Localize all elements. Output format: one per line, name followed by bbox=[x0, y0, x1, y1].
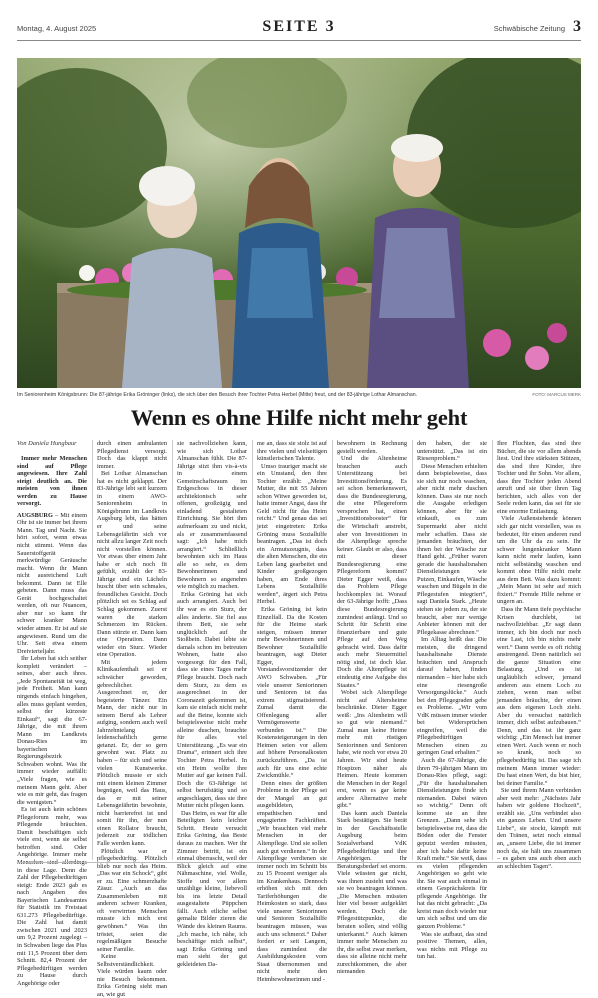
paragraph: Keine Selbstverständlichkeit. Viele würden kaum oder nie Besuch bekommen. Erika Gröning sieht man an, wie gut bbox=[97, 953, 167, 998]
article-headline: Wenn es ohne Hilfe nicht mehr geht bbox=[130, 405, 468, 430]
page-number: 3 bbox=[573, 18, 581, 35]
text-column-2 bbox=[97, 440, 167, 998]
section-title: SEITE 3 bbox=[262, 18, 336, 35]
article-photo bbox=[17, 58, 581, 388]
paragraph: me an, dass sie stolz ist auf ihre vielen und vielseitigen künstlerischen Talente. bbox=[257, 440, 327, 463]
photo-credit: FOTO: MARCUS MERK bbox=[532, 392, 581, 397]
paragraph: Diese Menschen erhielten dann beispielsweise, dass sie sich nur noch waschen, aber nicht mehr duschen können. Dass sie nur noch die Ausgabe erledigen können, aber für sie einkauft, es zum Supermarkt aber nicht mehr schaffen. Dass sie jemanden bräuchten, der ihnen bei der Wäsche zur Hand geht. „Früher waren gerade die haushaltsnahen Dienstleistungen wie Putzen, Einkaufen, Wäsche waschen und Bügeln in die Pflegestufen integriert“, sagt Daniela Stark. „Heute stehen sie jedem zu, der sie braucht, aber nur wenige Anbieter können mit der Pflegekasse abrechnen.“ bbox=[417, 462, 487, 636]
paragraph: Erika Gröning hat sich auch arrangiert. Auch bei ihr war es ein Sturz, der alles änderte. Sie fiel aus ihrem Bett, sie sehr unglücklich auf ihr Stoßbein. Dabei lebte sie damals schon im betreuten Wohnen, hatte also vorgesorgt für den Fall, dass sie eines Tages mehr Pflege braucht. Doch nach dem Sturz, zu dem es ausgerechnet in der Coronazeit gekommen ist, kam sie einfach nicht mehr auf die Beine, konnte sich beispielsweise nicht mehr alleine duschen, brauchte für alles viel Unterstützung. „Es war ein Drama“, erinnert sich ihre Tochter Petra Herbel. In ein Heim wollte ihre Mutter auf gar keinen Fall. Doch die 63-Jährige ist selbst berufstätig und so angeschlagen, dass sie ihre Mutter nicht pflegen kann. bbox=[177, 590, 247, 810]
paragraph: Wobei sich Altenpflege nicht auf Altersheime beschränke. Dieter Egger weiß: „Ins Altenheim will so gut wie niemand.“ Zumal man keine Heime mehr mit rüstigen Seniorinnen und Senioren habe, wie noch vor etwa 20 Jahren. Wir sind heute Hospizen näher als Heimen. Heute kommen die Menschen in der Regel erst, wenn es gar keine andere Alternative mehr gibt.“ bbox=[337, 689, 407, 810]
paragraph: Das Heim, es war für alle Beteiligten kein leichter Schritt. Heute versucht Erika Gröning, das Beste daraus zu machen. Wer ihr Zimmer betritt, ist ein einmal überrascht, weil der Blick gleich auf eine Nähmaschine, viel Wolle, Stoffe und vor allem unzählige kleine, liebevoll bis ins letzte Detail ausgestaltete Püppchen fällt. Auch etliche selbst gemalte Bilder zieren die Wände des kleinen Raums. „Ich mache, ich nähe, ich beschäftige mich selbst“, sagt Erika Gröning und man sieht der gut gekleideten Da- bbox=[177, 809, 247, 968]
paragraph bbox=[17, 512, 87, 655]
paragraph: Sie und ihrem Mann verbinden aber weit mehr: „Nächstes Jahr haben wir goldene Hochzeit“, erzählt sie. „Uns verbindet also ein ganzes Leben. Und unsere Liebe“, sie stockt, kämpft mit den Tränen, setzt noch einmal an, „unsere Liebe, die ist immer noch da, sie hält uns zusammen – es gaben uns auch eben auch an schlechten Tagen“. bbox=[497, 787, 581, 870]
paragraph: Im Alltag heißt das: Die meisten, die dringend haushaltsnahe Dienste bräuchten und Anspruch darauf haben, finden niemanden – hier habe sich eine riesengroße Versorgungslücke.“ Auch bei den Pflegegraden gebe es Probleme. „Wir vom VdK müssen immer wieder bei Widersprüchen eingreifen, weil die Pflegebedürftigen Menschen einen zu geringen Grad erhalten.“ bbox=[417, 636, 487, 757]
column-divider bbox=[332, 440, 333, 860]
paragraph-text: – Mit einem Ohr ist sie immer bei ihrem Mann. Tag und Nacht. Sie hört sofort, wenn etwas nicht stimmt. Wenn das Sauerstoffgerät merkwürdige Geräusche macht. Wenn ihr Mann nicht ausreichend Luft bekommt. Dann ist Elle gebeten. Dann muss das Gerät hochgeschaltet werden, oft nur Nuancen, aber nur so kann ihr schwer kranker Mann wieder atmen. Er ist auf sie angewiesen. Rund um die Uhr. Seit etwa einem Dreivierteljahr. bbox=[17, 511, 87, 655]
newspaper-name: Schwäbische Zeitung bbox=[493, 24, 565, 33]
paragraph: sie nachvollziehen kann, wie sich Lothar Almanschan fühlt. Die 87-Jährige sitzt ihm vis-à-vis in einem Gemeinschaftsraum im Erdgeschoss in dieser architektonisch sehr offenen, großzügig und einladend gestalteten Einrichtung. Sie hört ihm aufmerksam zu und nickt, als er zusammenfassend sagt: „Ich habe mich arrangiert.“ Schließlich bewohnten sich im Haus alle so sehr, es dem Bewohnerinnen und Bewohnern so angenehm wie möglich zu machen. bbox=[177, 440, 247, 591]
page-bottom-rule bbox=[17, 862, 581, 863]
paragraph: Ihre Fluchten, das sind ihre Bücher, die sie vor allem abends liest. Und ihre stärksten Stützen, das sind ihre Kinder, ihre Tochter und ihr Sohn. Vor allem, dass ihre Tochter jeden Abend anruft und sie über ihren Tag berichten, sich alles von der Seele reden kann, das sei für sie eine enorme Entlastung. bbox=[497, 440, 581, 515]
text-column-7 bbox=[497, 440, 581, 870]
paragraph: Plötzlich war er pflegebedürftig. Plötzlich blieb nur noch das Heim. „Das war ein Schock“, gibt er zu. Eine schmerzhafte Zäsur. „Auch an das Zusammenleben mit anderen schwer Kranken, oft verwirrten Menschen musste ich mich erst gewöhnen.“ Was ihn tröstet, seien die regelmäßigen Besuche seiner Familie. bbox=[97, 847, 167, 953]
header-date: Montag, 4. August 2025 bbox=[17, 24, 97, 33]
paragraph: Mit jedem Klinikaufenthalt sei er schwächer geworden, gebrechlicher. Ausgerechnet er, der begeisterte Tänzer. Ein Mann, der nicht nur in seinem Beruf als Lehrer aufging, sondern auch weil Jahrzehntelang leidenschaftlich gerne getanzt. Er, der so gern gewohnt war. Platz zu haben – für sich und seine vielen Kunstwerke. Plötzlich musste er sich mit einem kleinen Zimmer begnügen, weil das Haus, das er mit seiner Lebensgefährtin bewohnte, nicht barrierefrei ist und somit für ihn, der nun einen Rollator braucht, jederzeit zur tödlichen Falle werden kann. bbox=[97, 658, 167, 847]
paragraph: Was sie aufbaut, das sind positive Themen, alles, was nichts mit Pflege zu tun hat. bbox=[417, 930, 487, 961]
text-column-4 bbox=[257, 440, 327, 983]
dateline: AUGSBURG bbox=[17, 511, 53, 519]
header-rule bbox=[17, 40, 581, 41]
photo-caption: Im Seniorenheim Königsbrunn: Die 87-jährige Erika Gröninger (links), die sich über den Besuch ihrer Tochter Petra Herbel (Mitte) freut, und der 83-jährige Lothar Almanschan. bbox=[17, 392, 418, 398]
page-header bbox=[17, 18, 581, 38]
paragraph: Es ist auch kein schönes Pflegeforum mehr, was Pflegende bräuchten. Damit beschäftigen sich viele erst, wenn sie selbst betroffen sind. Oder Angehörige. Immer mehr Menschen sind allerdings in diese Lage. Denn die Zahl der Pflegebedürftigen steigt: Ende 2023 gab es nach Angaben des Bayerischen Landesamtes für Statistik im Freistaat 631.273 Pflegebedürftige. Die Zahl hat damit zwischen 2021 und 2023 um 9,2 Prozent zugelegt – in Schwaben liege das Plus mit 11,5 Prozent über dem Schnitt. 82,4 Prozent der Pflegebedürftigen werden zu Hause durch Angehörige oder bbox=[17, 806, 87, 987]
column-divider bbox=[492, 440, 493, 860]
photo-illustration bbox=[17, 58, 581, 388]
paragraph: Auch die 67-Jährige, die ihren 79-jährigen Mann im Donau-Ries pflegt, sagt: „Für die haushaltsnahen Dienstleistungen finde ich niemanden. Dabei wären so wichtig.“ Denn oft komme sie an ihre Grenzen. „Dann sehe ich beispielsweise rot, dass die Böden oder die Fenster geputzt werden müssten, aber ich habe dafür keine Kraft mehr.“ Sie weiß, dass es vielen pflegenden Angehörigen so geht wie ihr. Sie war auch einmal in einem Gesprächskreis für pflegende Angehörige. Ihr hat das nicht gebracht: „Da kreist man doch wieder nur um sich selbst und um die ganzen Probleme.“ bbox=[417, 756, 487, 930]
paragraph: durch einen ambulanten Pflegedienst versorgt. Doch das klappt nicht immer. bbox=[97, 440, 167, 470]
column-divider bbox=[412, 440, 413, 860]
paragraph: den haben, der sie unterstützt. „Das ist ein Riesenproblem.“ bbox=[417, 440, 487, 463]
paragraph: Erika Gröning ist kein Einzelfall. Da die Kosten für die Heime stark steigen, müssen immer mehr Bewohnerinnen und Bewohner Sozialhilfe beantragen, sagt Dieter Egger, Vorstandsvorsitzender der AWO Schwaben. „Für viele unserer Seniorinnen und Senioren ist das extrem stigmatisierend. Zumal damit die Offenlegung aller Vermögenswerte verbunden ist.“ Die Kostensteigerungen in den Heimen seien vor allem auf höhere Personalkosten zurückzuführen. „Da ist auch für uns eine echte Zwickmühle.“ bbox=[257, 606, 327, 780]
article-lead: Immer mehr Menschen sind auf Pflege angewiesen. Ihre Zahl steigt deutlich an. Die meisten von ihnen werden zu Hause versorgt. bbox=[17, 455, 87, 508]
text-column-5 bbox=[337, 440, 407, 976]
column-divider bbox=[172, 440, 173, 860]
paragraph: Und die Altenheime brauchen auch Unterstützung bei Investitionsförderung. Es sei schon bemerkenswert, dass die Bundesregierung, die eine Pflegereform versprochen hat, einen „Investitionsbooster“ für die Wirtschaft anstrebt, aber von Investitionen in die Altenpflege spreche keiner. Glaubt er also, dass mit dieser Bundesregierung eine Pflegereform kommt? Dieter Egger weiß, dass das Problem Pflege hochkomplex ist. Worauf der 63-Jährige hofft: „Dass diese Bundesregierung zumindest anfängt. Und so Schritt für Schritt eine finanzierbare und gute Pflege auf den Weg gebracht wird. Dass dafür auch mehr Steuermittel nötig sind, ist doch klar. Doch die Altenpflege ist eindeutig eine Aufgabe des Staates.“ bbox=[337, 455, 407, 689]
column-divider bbox=[252, 440, 253, 860]
byline: Von Daniela Hungbaur bbox=[17, 440, 77, 447]
paragraph: Das kann auch Daniela Stark bestätigen. Sie berät in der Geschäftsstelle Augsburg beim Sozialverband VdK Pflegebedürftige und ihre Angehörigen. Ihr Beratungsbedarf sei enorm. Viele wüssten gar nicht, was ihnen zusteht und was sie wo beantragen können. „Die Menschen müssten hier viel besser aufgeklärt werden. Doch die Pflegestützpunkte, die beraten sollen, sind völlig unterkannt.“ Auch kämen immer mehr Menschen zu ihr, die selbst zwar merken, dass sie alleine nicht mehr zurechtkommen, die aber niemanden bbox=[337, 809, 407, 976]
paragraph: Umso trauriger macht sie ein Umstand, den ihre Tochter erzählt: „Meine Mutter, die mit 55 Jahren schon Witwe geworden ist, hatte immer Angst, dass ihr Geld nicht für das Heim reicht.“ Und genau das sei jetzt eingetreten: Erika Gröning muss Sozialhilfe beantragen. „Das ist doch ein Armutszeugnis, dass die alten Menschen, die ein Leben lang gearbeitet und Kinder großgezogen haben, am Ende ihres Lebens Sozialhilfe werden“, ärgert sich Petra Herbel. bbox=[257, 462, 327, 606]
text-column-3 bbox=[177, 440, 247, 968]
paragraph: Denn eines der größten Probleme in der Pflege sei der Mangel an gut ausgebildeten, empathischen und engagierten Fachkräften. „Wir brauchten viel mehr Menschen in der Altenpflege. Und sie sollen auch gut verdienen.“ In der Altenpflege verdienen sie immer noch im Schnitt bis zu 15 Prozent weniger als im Krankenhaus. Dennoch erhöhen sich mit den Tariferhöhungen die Heimkosten so stark, dass viele unserer Seniorinnen und Senioren Sozialhilfe beantragen müssen, was auch uns schmerzt.“ Daher fordert er seit Langem, dass zumindest die Ausbildungskosten vom Staat übernommen und nicht mehr den Heimbewohnerinnen und - bbox=[257, 779, 327, 983]
text-column-6 bbox=[417, 440, 487, 961]
column-divider bbox=[92, 440, 93, 860]
paragraph: bewohnern in Rechnung gestellt werden. bbox=[337, 440, 407, 455]
text-column-1 bbox=[17, 440, 87, 987]
paragraph: Bei Lothar Almanschan hat es nicht geklappt. Der 83-Jährige lebt seit kurzem in einem AWO-Seniorenheim in Königsbrunn im Landkreis Augsburg lebt, das hätten er und seine Lebensgefährtin sich vor nicht allzu langer Zeit noch nicht vorstellen können. Vor etwas über einem Jahr habe er sich noch fit gefühlt, erzählt der 83-Jährige und ein Lächeln huscht über sein schmales, freundliches Gesicht. Doch plötzlich sei es Schlag auf Schlag gekommen. Zuerst waren die starken Schmerzen im Rücken. Dann stürzte er. Dann kam eine Operation. Dann wieder ein Sturz. Wieder eine Operation. bbox=[97, 470, 167, 659]
paragraph: Ihr Leben hat sich seither komplett verändert – seines, aber auch ihres. „Jede Spontaneität ist weg, jede Freiheit. Man kann nirgends einfach hingehen, alles muss geplant werden, selbst der kürzeste Einkauf“, sagt die 67-Jährige, die mit ihrem Mann im Landkreis Donau-Ries im bayerischen Regierungsbezirk Schwaben wohnt. Was ihr immer wieder auffällt: „Viele fragen, wie es meinem Mann geht. Aber wie es mir geht, das fragen die wenigsten.“ bbox=[17, 655, 87, 806]
paragraph: Viele Außenstehende können sich gar nicht vorstellen, was es bedeutet, für einen anderen rund um die Uhr da zu sein. Ihr schwer lungenkranker Mann kann nicht mehr laufen, kann nicht selbständig waschen und kommt ohne Hilfe nicht mehr aus dem Bett. Was dazu kommt: „Mein Mann ist sehr auf mich fixiert.“ Fremde Hilfe nehme er ungern an. bbox=[497, 515, 581, 606]
paragraph: Dass ihr Mann tiefe psychische Krisen durchlebt, ist nachvollziehbar. „Er sagt dann immer, ich bin doch nur noch eine Last, ich bin nichts mehr wert.“ Dann werde es oft richtig anstrengend. Denn natürlich sei die ganze Situation eine Belastung. „Und es ist ungläublich schwer, jemand anderen aus einem Loch zu ziehen, wenn man selbst jemanden bräuchte, der einen aus dem eigenen Loch zieht. Aber du versuchst natürlich immer, dich selbst aufzubauen.“ Denn, und das ist ihr ganz wichtig: „Ein Mensch hat immer einen Wert. Auch wenn er noch so krank, noch so pflegebedürftig ist. Das sage ich meinem Mann immer wieder: Du hast einen Wert, du bist hier, bei deiner Familie.“ bbox=[497, 606, 581, 787]
